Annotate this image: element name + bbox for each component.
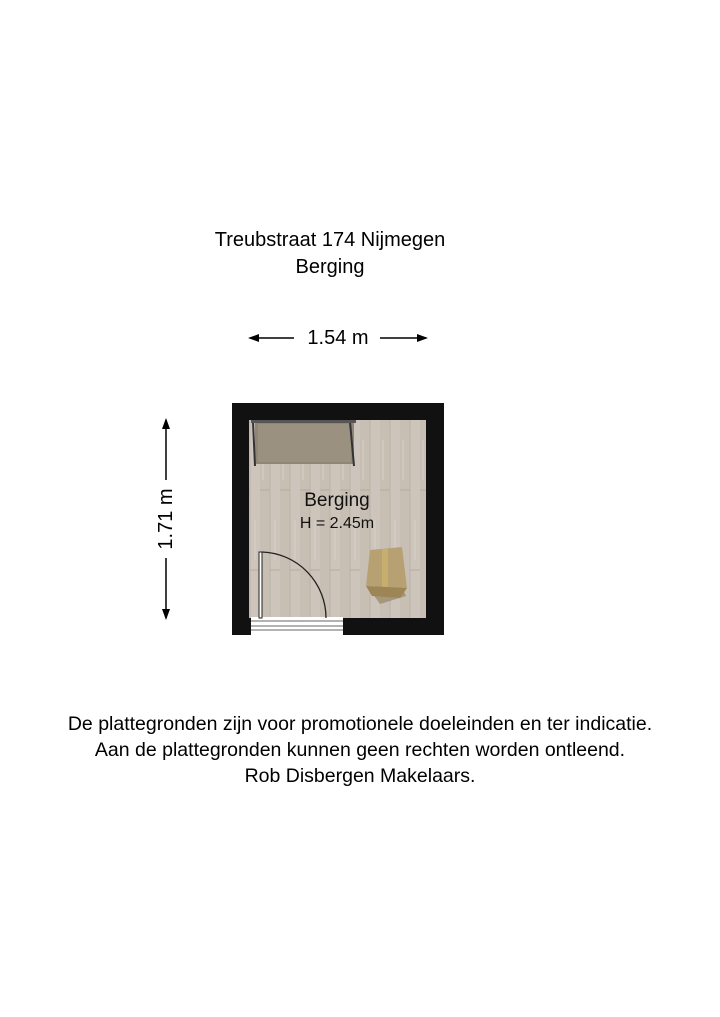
depth-dimension: [150, 418, 182, 620]
room-height: H = 2.45m: [299, 515, 375, 532]
plan-address: Treubstraat 174 Nijmegen: [214, 229, 446, 251]
disclaimer-line-1: De plattegronden zijn voor promotionele doeleinden en ter indicatie.: [67, 713, 653, 735]
width-label: 1.54 m: [307, 327, 369, 349]
disclaimer-line-2: Aan de plattegronden kunnen geen rechten worden ontleend.: [94, 739, 626, 761]
width-dimension: [248, 324, 428, 352]
room-name: Berging: [304, 490, 370, 511]
storage-boxes: [366, 547, 407, 604]
disclaimer-line-3: Rob Disbergen Makelaars.: [244, 765, 476, 787]
depth-label: 1.71 m: [155, 488, 177, 550]
door-leaf: [259, 552, 262, 618]
plan-floor-name: Berging: [295, 256, 365, 278]
